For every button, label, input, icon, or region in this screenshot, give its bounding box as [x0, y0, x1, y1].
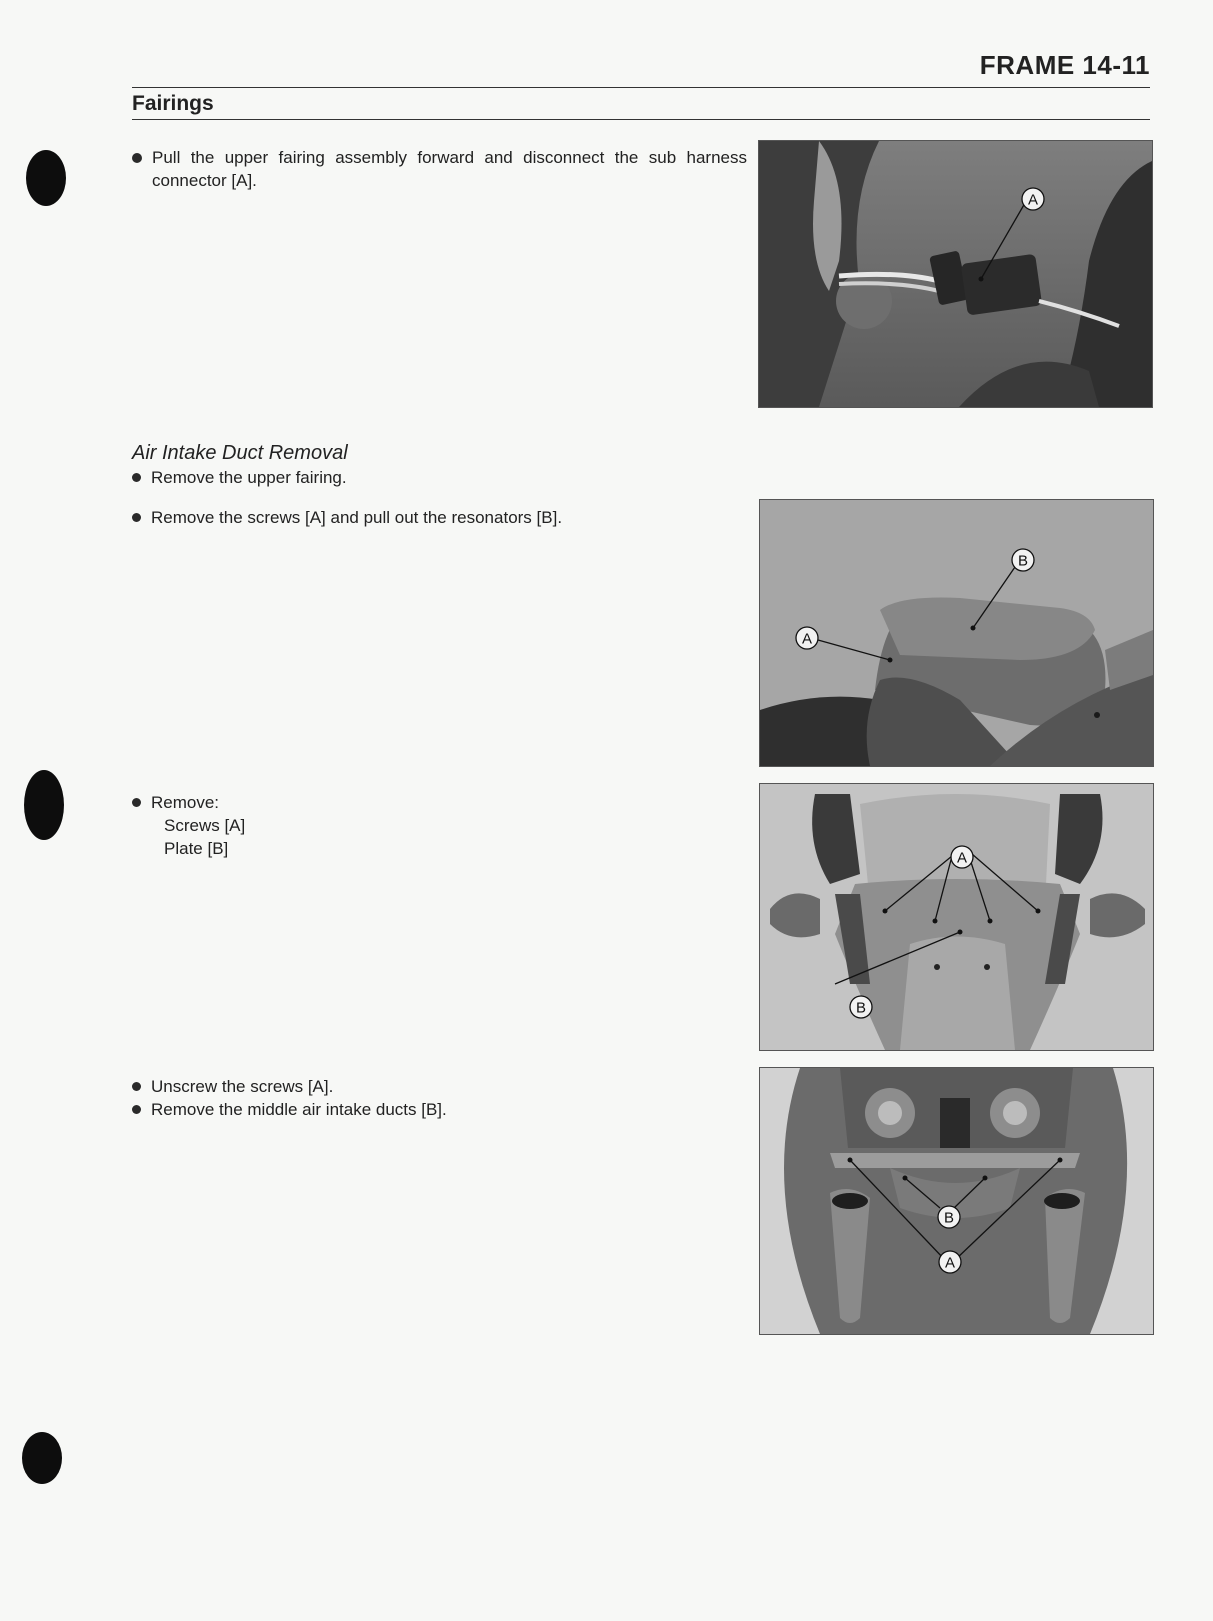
header-rule	[132, 87, 1150, 88]
callout-label: A	[801, 630, 813, 648]
step-1	[132, 146, 747, 192]
bullet-icon	[132, 153, 142, 163]
step-text: Remove the upper fairing.	[151, 468, 347, 487]
bullet-icon	[132, 798, 141, 807]
figure-2-resonator-photo	[759, 499, 1154, 767]
step-text: Remove the screws [A] and pull out the resonators [B].	[151, 508, 563, 527]
bullet-icon	[132, 1105, 141, 1114]
step-2	[132, 466, 347, 489]
step-subitem: Plate [B]	[164, 839, 229, 858]
figure-4-intake-ducts-photo	[759, 1067, 1154, 1335]
step-4	[132, 791, 245, 860]
binder-hole	[22, 1432, 62, 1484]
callout-label: B	[855, 999, 867, 1017]
callout-label: B	[1017, 552, 1029, 570]
section-rule	[132, 119, 1150, 120]
binder-hole	[26, 150, 66, 206]
figure-3-plate-photo	[759, 783, 1154, 1051]
step-text: Unscrew the screws [A].	[151, 1077, 334, 1096]
callout-label: A	[956, 849, 968, 867]
step-5	[132, 1075, 447, 1121]
bullet-icon	[132, 1082, 141, 1091]
step-3	[132, 506, 562, 529]
subsection-title: Air Intake Duct Removal	[132, 442, 348, 464]
figure-1-connector-photo	[758, 140, 1153, 408]
callout-label: A	[944, 1254, 956, 1272]
section-title: Fairings	[132, 92, 214, 115]
page-title: FRAME 14-11	[979, 50, 1150, 80]
step-text: Remove the middle air intake ducts [B].	[151, 1100, 447, 1119]
step-subitem: Screws [A]	[164, 816, 246, 835]
bullet-icon	[132, 473, 141, 482]
step-text: Remove:	[151, 793, 220, 812]
callout-label: A	[1027, 191, 1039, 209]
binder-hole	[24, 770, 64, 840]
bullet-icon	[132, 513, 141, 522]
step-text: Pull the upper fairing assembly forward and disconnect the sub harness connector [A].	[152, 148, 747, 190]
callout-label: B	[943, 1209, 955, 1227]
